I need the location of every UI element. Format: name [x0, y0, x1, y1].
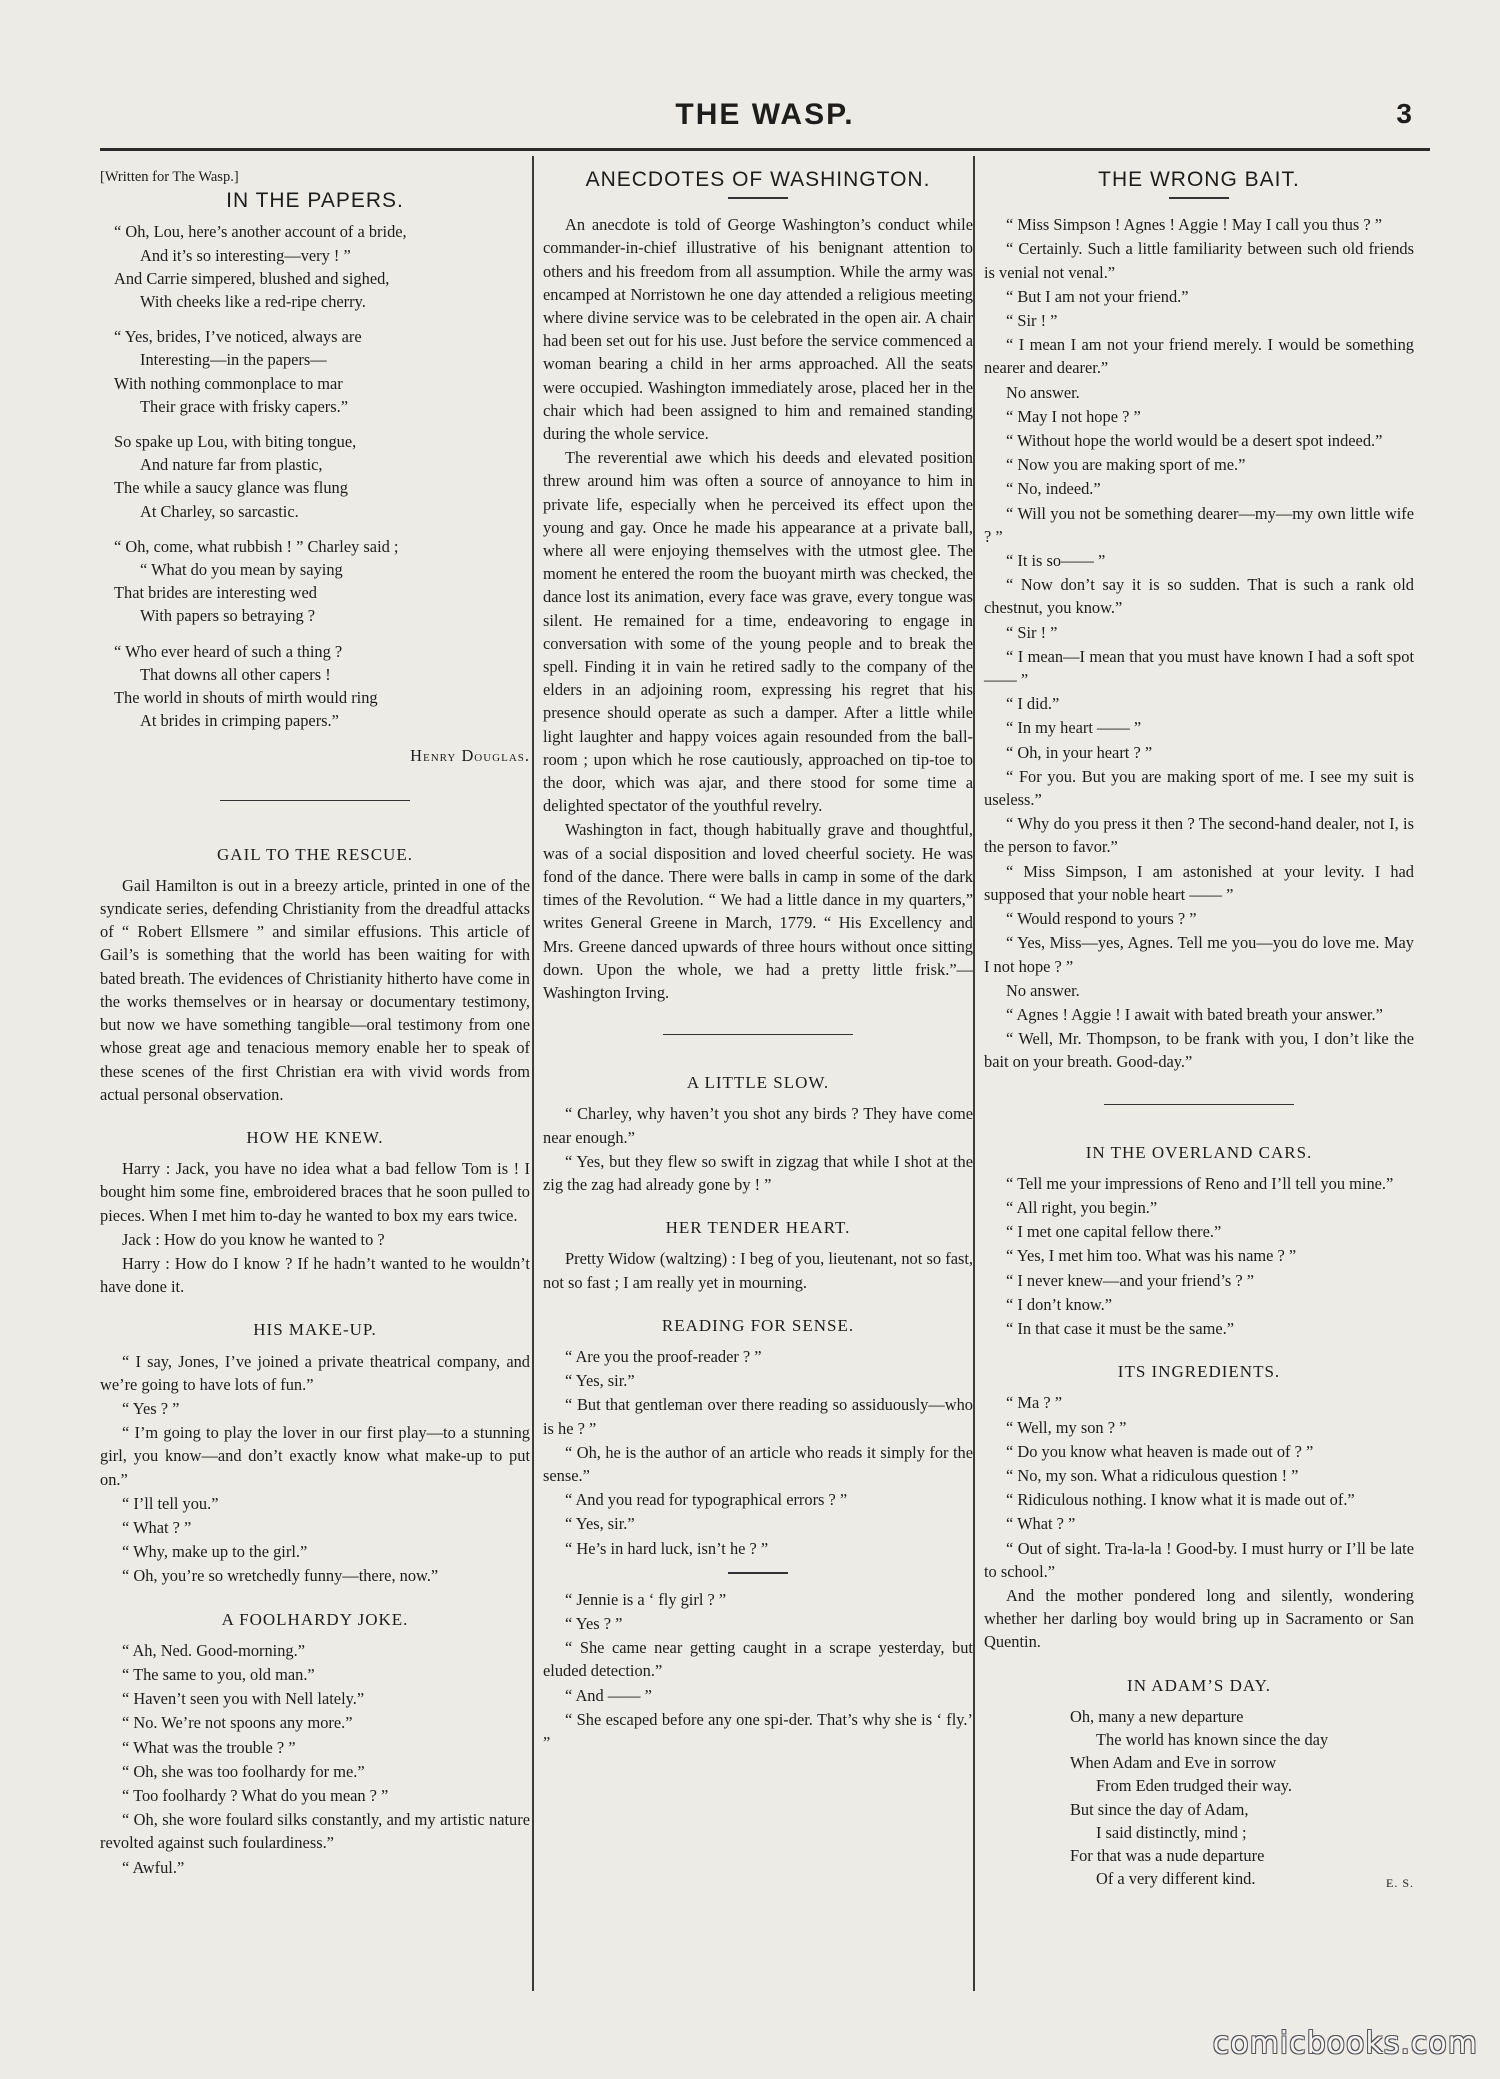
- poem-line: At Charley, so sarcastic.: [140, 501, 299, 521]
- text-line: “ Oh, she was too foolhardy for me.”: [122, 1761, 365, 1781]
- heading-in-adams-day: IN ADAM’S DAY.: [1127, 1675, 1271, 1695]
- author-signature: Henry Douglas.: [410, 746, 530, 766]
- poem-line: I said distinctly, mind ;: [1096, 1822, 1247, 1842]
- text-line: The reverential awe which his deeds and elevated position threw around him was often a source of annoyance to him in private life, especially when he perceived its effect upon the young and gay. Once he made his appearance at a private ball, where all were enjoying themselves with the utmost glee. The moment he entered the room the buoyant mirth was checked, the dance lost its animation, every face was grave, every tongue was silent. He remained for a time, endeavoring to engage in conversation with some of the young people and to break the spell. Finding it in vain he retired sadly to the company of the elders in an adjoining room, expressing his regret that his presence should operate as such a damper. After a little while light laughter and happy voices again resounded from the ball-room ; upon which he rose cautiously, approached on tip-toe to the door, which was ajar, and there stood for some time a delighted spectator of the youthful revelry.: [543, 448, 973, 816]
- text-line: “ Do you know what heaven is made out of ? ”: [1006, 1441, 1314, 1461]
- text-line: “ But that gentleman over there reading so assiduously—who is he ? ”: [543, 1395, 973, 1438]
- poem-line: For that was a nude departure: [1070, 1846, 1265, 1865]
- text-line: “ Why do you press it then ? The second-hand dealer, not I, is the person to favor.”: [984, 814, 1414, 857]
- text-line: “ Miss Simpson ! Agnes ! Aggie ! May I call you thus ? ”: [1006, 215, 1383, 235]
- text-line: “ What ? ”: [122, 1517, 192, 1537]
- poem-line: Oh, many a new departure: [1070, 1706, 1244, 1726]
- poem-line: But since the day of Adam,: [1070, 1799, 1249, 1819]
- poem-line: “ Yes, brides, I’ve noticed, always are: [114, 327, 362, 347]
- text-line: “ And you read for typographical errors ? ”: [565, 1490, 848, 1510]
- text-line: An anecdote is told of George Washington’s conduct while commander-in-chief illustrative of his benignant attention to others and his freedom from all assumption. While the army was encamped at Norristown he one day attended a religious meeting where divine service was to be celebrated in the open air. A chair had been set out for his use. Just before the service commenced a woman bearing a child in her arms approached. All the seats were occupied. Washington immediately arose, placed her in the chair which had been assigned to him and remained standing during the whole service.: [543, 215, 973, 444]
- text-line: “ Certainly. Such a little familiarity between such old friends is venial not venal.”: [984, 239, 1414, 282]
- text-line: “ Ma ? ”: [1006, 1393, 1062, 1413]
- text-line: “ Too foolhardy ? What do you mean ? ”: [122, 1785, 389, 1805]
- poem-line: With papers so betraying ?: [140, 606, 316, 626]
- dialogue-jennie: [543, 1588, 973, 1754]
- text-line: “ Agnes ! Aggie ! I await with bated breath your answer.”: [1006, 1004, 1383, 1024]
- text-line: “ The same to you, old man.”: [122, 1664, 315, 1684]
- heading-anecdotes-of-washington: ANECDOTES OF WASHINGTON.: [585, 168, 931, 191]
- poem-line: At brides in crimping papers.”: [140, 711, 339, 731]
- heading-its-ingredients: ITS INGREDIENTS.: [1117, 1362, 1281, 1382]
- text-line: “ Yes ? ”: [565, 1613, 623, 1633]
- masthead: [100, 98, 1430, 138]
- text-line: Jack : How do you know he wanted to ?: [122, 1229, 385, 1249]
- text-line: “ I met one capital fellow there.”: [1006, 1222, 1222, 1242]
- dialogue-wrong-bait: [984, 213, 1414, 1073]
- poem-stanza: [114, 220, 530, 313]
- poem-line: And nature far from plastic,: [140, 455, 323, 475]
- poem-line: The world in shouts of mirth would ring: [114, 688, 378, 708]
- poem-line: Of a very different kind.: [1096, 1869, 1256, 1889]
- poem-line: “ Oh, Lou, here’s another account of a bride,: [114, 222, 407, 242]
- text-line: “ She came near getting caught in a scrape yesterday, but eluded detection.”: [543, 1638, 973, 1681]
- poem-stanza: [114, 430, 530, 523]
- dialogue-how-he-knew: [100, 1157, 530, 1298]
- poem-line: “ Who ever heard of such a thing ?: [114, 641, 343, 661]
- heading-his-make-up: HIS MAKE-UP.: [253, 1320, 377, 1340]
- text-line: “ Why, make up to the girl.”: [122, 1542, 308, 1562]
- text-line: “ Sir ! ”: [1006, 311, 1058, 331]
- text-line: “ Oh, she wore foulard silks constantly, and my artistic nature revolted against such foulardiness.”: [100, 1810, 530, 1853]
- poem-signature: E. S.: [1385, 1876, 1414, 1891]
- text-line: “ What ? ”: [1006, 1514, 1076, 1534]
- poem-line: The world has known since the day: [1096, 1729, 1329, 1749]
- watermark-logo: comicbooks.com: [1212, 2026, 1478, 2061]
- heading-rule: [728, 197, 788, 199]
- heading-foolhardy-joke: A FOOLHARDY JOKE.: [221, 1609, 409, 1629]
- poem-line: “ Oh, come, what rubbish ! ” Charley said ;: [114, 536, 399, 556]
- text-line: “ Jennie is a ‘ fly girl ? ”: [565, 1589, 727, 1609]
- poem-line: Their grace with frisky capers.”: [140, 396, 348, 416]
- text-line: “ All right, you begin.”: [1006, 1197, 1158, 1217]
- poem-line: From Eden trudged their way.: [1096, 1776, 1293, 1796]
- text-line: “ Would respond to yours ? ”: [1006, 909, 1197, 929]
- text-line: “ I mean I am not your friend merely. I would be something nearer and dearer.”: [984, 335, 1414, 378]
- text-line: Washington in fact, though habitually grave and thoughtful, was of a social disposition and loved cheerful society. He was fond of the dance. There were balls in camp in some of the dark times of the Revolution. “ We had a little dance in my quarters,” writes General Greene in March, 1779. “ His Excellency and Mrs. Greene danced upwards of three hours without once sitting down. Upon the whole, we had a pretty little frisk.”—Washington Irving.: [543, 820, 973, 1002]
- text-line: “ I did.”: [1006, 694, 1060, 714]
- poem-stanza: [114, 640, 530, 733]
- heading-the-wrong-bait: THE WRONG BAIT.: [1098, 168, 1300, 191]
- text-line: “ What was the trouble ? ”: [122, 1737, 296, 1757]
- text-line: “ No. We’re not spoons any more.”: [122, 1713, 353, 1733]
- text-line: “ I say, Jones, I’ve joined a private theatrical company, and we’re going to have lots of fun.”: [100, 1351, 530, 1394]
- poem-line: That downs all other capers !: [140, 664, 331, 684]
- text-line: “ Tell me your impressions of Reno and I’ll tell you mine.”: [1006, 1173, 1394, 1193]
- text-line: “ Now don’t say it is so sudden. That is such a rank old chestnut, you know.”: [984, 575, 1414, 618]
- text-line: “ I never knew—and your friend’s ? ”: [1006, 1270, 1255, 1290]
- heading-rule: [1169, 197, 1229, 199]
- poem-line: Interesting—in the papers—: [140, 350, 327, 370]
- text-line: “ Oh, in your heart ? ”: [1006, 742, 1153, 762]
- section-separator: [1104, 1104, 1294, 1105]
- text-line: “ I’ll tell you.”: [122, 1493, 219, 1513]
- text-line: No answer.: [1006, 382, 1080, 402]
- text-line: “ Yes, I met him too. What was his name ? ”: [1006, 1246, 1297, 1266]
- text-line: “ Miss Simpson, I am astonished at your levity. I had supposed that your noble heart —— ”: [984, 861, 1414, 904]
- text-line: Harry : How do I know ? If he hadn’t wanted to he wouldn’t have done it.: [100, 1253, 530, 1297]
- text-line: “ For you. But you are making sport of me. I see my suit is useless.”: [984, 766, 1414, 810]
- poem-stanza: [114, 325, 530, 418]
- text-line: “ He’s in hard luck, isn’t he ? ”: [565, 1538, 769, 1558]
- heading-in-the-papers: IN THE PAPERS.: [226, 189, 404, 213]
- text-line: No answer.: [1006, 980, 1080, 1000]
- heading-a-little-slow: A LITTLE SLOW.: [686, 1073, 830, 1093]
- heading-how-he-knew: HOW HE KNEW.: [246, 1127, 384, 1147]
- text-line: “ Awful.”: [122, 1857, 185, 1877]
- text-line: “ I’m going to play the lover in our first play—to a stunning girl, you know—and don’t exactly know what make-up to put on.”: [100, 1423, 530, 1489]
- poem-line: With nothing commonplace to mar: [114, 373, 343, 393]
- text-line: “ Yes, sir.”: [565, 1371, 635, 1391]
- text-line: “ In my heart —— ”: [1006, 718, 1142, 738]
- column-divider-left: [532, 156, 534, 1991]
- dialogue-foolhardy-joke: [100, 1639, 530, 1879]
- text-line: “ I don’t know.”: [1006, 1294, 1113, 1314]
- poem-line: And Carrie simpered, blushed and sighed,: [114, 268, 390, 288]
- text-line: “ Ah, Ned. Good-morning.”: [122, 1640, 305, 1660]
- poem-line: And it’s so interesting—very ! ”: [140, 245, 351, 265]
- masthead-rule: [100, 148, 1430, 151]
- text-line: “ May I not hope ? ”: [1006, 406, 1141, 426]
- text-line: “ And —— ”: [565, 1685, 652, 1705]
- text-line: “ Are you the proof-reader ? ”: [565, 1346, 762, 1366]
- text-line: “ Well, Mr. Thompson, to be frank with you, I don’t like the bait on your breath. Good-day.”: [984, 1029, 1414, 1072]
- dialogue-a-little-slow: [543, 1102, 973, 1196]
- text-line: “ Sir ! ”: [1006, 622, 1058, 642]
- article-gail-text: Gail Hamilton is out in a breezy article, printed in one of the syndicate series, defending Christianity from the dreadful attacks of “ Robert Ellsmere ” and similar effusions. This article of Gail’s is something that the world has been waiting for with bated breath. The evidences of Christianity hitherto have come in the works themselves or in hearsay or documentary testimony, but now we have something tangible—oral testimony from one whose great age and tenacious memory enable her to speak of these scenes of the first Christian era with vivid words from actual personal observation.: [100, 875, 530, 1104]
- text-line: And the mother pondered long and silently, wondering whether her darling boy would bring up in Sacramento or San Quentin.: [984, 1585, 1414, 1652]
- text-line: “ Yes ? ”: [122, 1398, 180, 1418]
- text-line: “ Haven’t seen you with Nell lately.”: [122, 1689, 365, 1709]
- section-rule: [728, 1572, 788, 1574]
- poem-line: With cheeks like a red-ripe cherry.: [140, 292, 366, 312]
- text-line: “ Yes, Miss—yes, Agnes. Tell me you—you do love me. May I not hope ? ”: [984, 933, 1414, 976]
- section-separator: [220, 800, 410, 801]
- text-line: “ No, indeed.”: [1006, 479, 1101, 499]
- column-divider-right: [973, 156, 975, 1991]
- heading-reading-for-sense: READING FOR SENSE.: [661, 1315, 855, 1335]
- text-line: “ She escaped before any one spi-der. That’s why she is ‘ fly.’ ”: [543, 1709, 973, 1752]
- masthead-title: THE WASP.: [675, 98, 855, 131]
- text-line: “ Will you not be something dearer—my—my own little wife ? ”: [984, 503, 1414, 546]
- text-line: “ Out of sight. Tra-la-la ! Good-by. I must hurry or I’ll be late to school.”: [984, 1538, 1414, 1581]
- poem-line: “ What do you mean by saying: [140, 560, 343, 580]
- heading-her-tender-heart: HER TENDER HEART.: [665, 1218, 851, 1238]
- text-line: “ In that case it must be the same.”: [1006, 1318, 1235, 1338]
- dialogue-his-make-up: [100, 1350, 530, 1588]
- text-line: “ Ridiculous nothing. I know what it is made out of.”: [1006, 1490, 1355, 1510]
- article-washington: [543, 213, 973, 1004]
- poem-in-the-papers: [100, 220, 530, 732]
- text-line: “ Now you are making sport of me.”: [1006, 455, 1246, 475]
- column-1: [100, 162, 530, 1880]
- poem-line: When Adam and Eve in sorrow: [1070, 1753, 1277, 1773]
- text-line: “ Well, my son ? ”: [1006, 1417, 1127, 1437]
- credit-line: [Written for The Wasp.]: [100, 169, 239, 185]
- page-number: 3: [1396, 98, 1412, 129]
- column-2: [543, 162, 973, 1755]
- heading-overland-cars: IN THE OVERLAND CARS.: [1085, 1142, 1313, 1162]
- heading-gail-to-the-rescue: GAIL TO THE RESCUE.: [217, 844, 413, 864]
- text-line: “ But I am not your friend.”: [1006, 286, 1189, 306]
- dialogue-reading-for-sense: [543, 1345, 973, 1560]
- text-line: “ It is so—— ”: [1006, 551, 1106, 571]
- text-line: “ Without hope the world would be a desert spot indeed.”: [1006, 431, 1383, 451]
- text-line: “ Oh, you’re so wretchedly funny—there, now.”: [122, 1566, 439, 1586]
- text-line: “ No, my son. What a ridiculous question ! ”: [1006, 1465, 1299, 1485]
- text-line: “ I mean—I mean that you must have known I had a soft spot —— ”: [984, 646, 1414, 690]
- poem-in-adams-day: [1070, 1705, 1414, 1891]
- column-3: [984, 162, 1414, 1896]
- text-line: “ Charley, why haven’t you shot any birds ? They have come near enough.”: [543, 1104, 973, 1147]
- text-line: Harry : Jack, you have no idea what a bad fellow Tom is ! I bought him some fine, embroidered braces that he soon pulled to pieces. When I met him to-day he wanted to box my ears twice.: [100, 1159, 530, 1225]
- text-line: “ Oh, he is the author of an article who reads it simply for the sense.”: [543, 1442, 973, 1485]
- dialogue-overland-cars: [984, 1172, 1414, 1340]
- poem-line: That brides are interesting wed: [114, 583, 317, 603]
- article-tender-heart: Pretty Widow (waltzing) : I beg of you, lieutenant, not so fast, not so fast ; I am really yet in mourning.: [543, 1249, 973, 1292]
- poem-line: The while a saucy glance was flung: [114, 478, 348, 498]
- section-separator: [663, 1034, 853, 1035]
- dialogue-its-ingredients: [984, 1391, 1414, 1653]
- text-line: “ Yes, sir.”: [565, 1514, 635, 1534]
- poem-line: So spake up Lou, with biting tongue,: [114, 432, 357, 452]
- poem-stanza: [114, 535, 530, 628]
- text-line: “ Yes, but they flew so swift in zigzag that while I shot at the zig the zag had already gone by ! ”: [543, 1151, 973, 1194]
